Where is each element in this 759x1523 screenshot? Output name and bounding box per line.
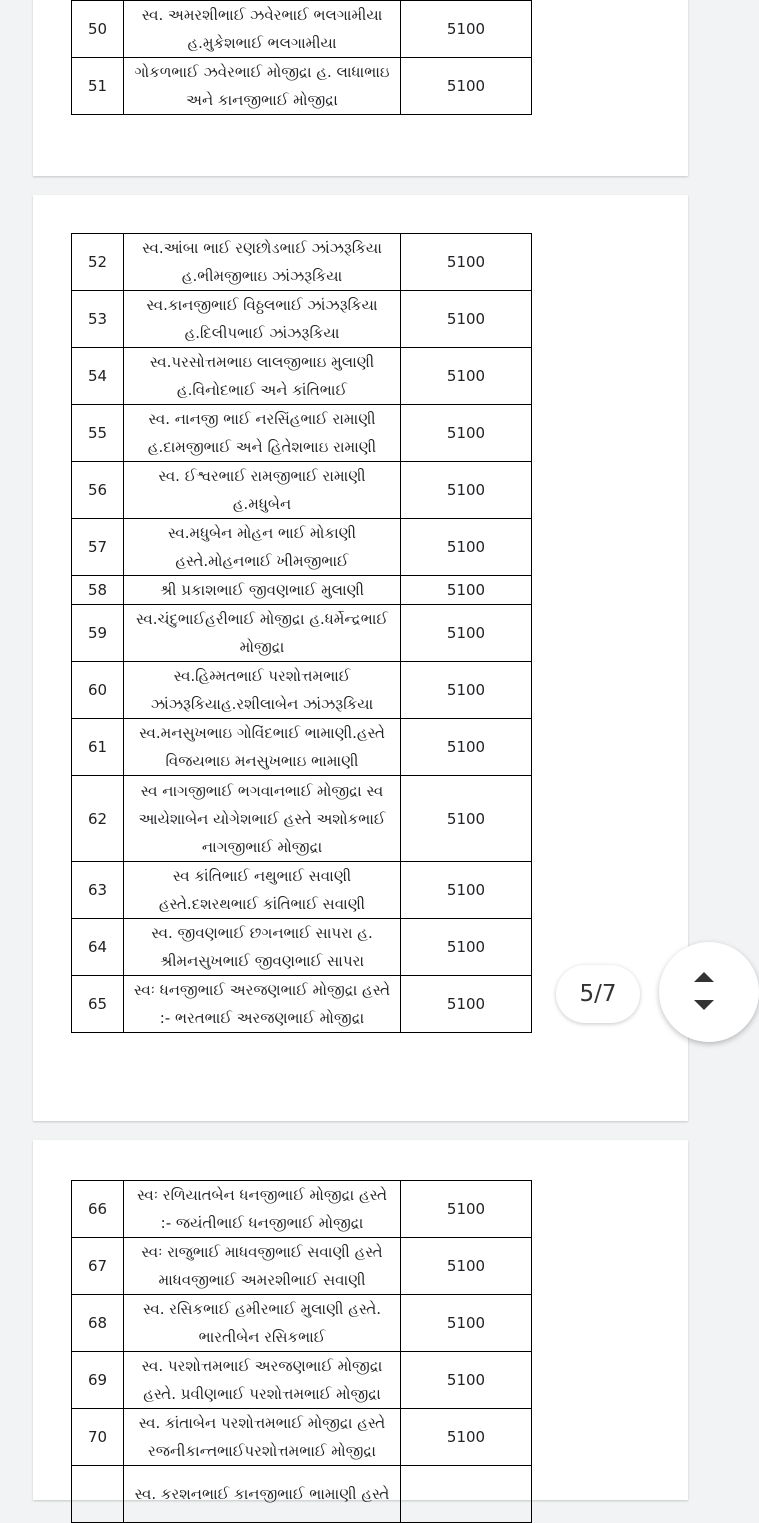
serial-number-text: 58 xyxy=(87,581,108,599)
donor-name-text: સ્વ.પરસોત્તમભાઇ લાલજીભાઇ મુલાણી હ.વિનોદભાઈ અને કાંતિભાઈ xyxy=(149,353,375,399)
donor-name-cell xyxy=(124,1181,401,1238)
serial-number-text: 70 xyxy=(87,1428,108,1446)
donor-name-text: સ્વ નાગજીભાઈ ભગવાનભાઈ મોજીદ્રા સ્વ આયેશાબેન યોગેશભાઈ હસ્તે અશોકભાઈ નાગજીભાઈ મોજીદ્રા xyxy=(138,781,386,856)
serial-number-cell xyxy=(72,862,124,919)
donation-amount-cell xyxy=(401,1238,532,1295)
donation-amount-cell xyxy=(401,1181,532,1238)
donation-amount-cell xyxy=(401,1352,532,1409)
donor-name-cell xyxy=(124,1295,401,1352)
serial-number-text: 64 xyxy=(87,938,108,956)
serial-number-cell xyxy=(72,1409,124,1466)
serial-number-text: 65 xyxy=(87,995,108,1013)
donor-name-text: સ્વ. જીવણભાઈ છગનભાઈ સાપરા હ. શ્રીમનસુખભાઈ જીવણભાઈ સાપરા xyxy=(151,924,373,970)
serial-number-text: 55 xyxy=(87,424,108,442)
donation-amount-text: 5100 xyxy=(446,995,486,1013)
donor-name-text: સ્વઃ ધનજીભાઈ અરજણભાઈ મોજીદ્રા હસ્તે :- ભરતભાઈ અરજણભાઈ મોજીદ્રા xyxy=(133,981,391,1027)
donation-amount-cell xyxy=(401,234,532,291)
fast-scroll-handle[interactable] xyxy=(659,942,759,1042)
donor-name-cell xyxy=(124,919,401,976)
serial-number-text: 62 xyxy=(87,809,108,828)
table-row xyxy=(72,405,532,462)
donor-name-cell xyxy=(124,291,401,348)
donor-name-text: સ્વ. કરશનભાઈ કાનજીભાઈ ભામાણી હસ્તે xyxy=(134,1485,390,1503)
donation-amount-cell xyxy=(401,405,532,462)
serial-number-cell xyxy=(72,1295,124,1352)
serial-number-cell xyxy=(72,234,124,291)
donor-name-text: સ્વ કાંતિભાઈ નથુભાઈ સવાણી હસ્તે.દશરથભાઈ કાંતિભાઈ સવાણી xyxy=(158,867,366,913)
donor-name-cell xyxy=(124,719,401,776)
donor-name-text: સ્વ. કાંતાબેન પરશોત્તમભાઈ મોજીદ્રા હસ્તે રજનીકાન્તભાઈપરશોત્તમભાઈ મોજીદ્રા xyxy=(138,1414,386,1460)
donation-amount-cell xyxy=(401,1,532,58)
table-row xyxy=(72,1466,532,1523)
donor-table-body xyxy=(72,234,532,1033)
pdf-page-6 xyxy=(33,1140,688,1503)
donor-name-cell xyxy=(124,462,401,519)
table-row xyxy=(72,462,532,519)
donor-table xyxy=(71,0,532,115)
donation-amount-cell xyxy=(401,776,532,862)
table-row xyxy=(72,662,532,719)
donor-name-cell xyxy=(124,1352,401,1409)
donation-amount-text: 5100 xyxy=(446,310,486,328)
donor-name-cell xyxy=(124,519,401,576)
serial-number-text: 57 xyxy=(87,538,108,556)
serial-number-cell xyxy=(72,519,124,576)
donor-name-text: શ્રી પ્રકાશભાઈ જીવણભાઈ મુલાણી xyxy=(159,581,365,599)
donor-name-text: સ્વ.મનસુખભાઇ ગોવિંદભાઈ ભામાણી.હસ્તે વિજયભાઇ મનસુખભાઇ ભામાણી xyxy=(139,724,385,770)
serial-number-cell xyxy=(72,919,124,976)
donation-amount-cell xyxy=(401,662,532,719)
donor-name-text: સ્વ.કાનજીભાઈ વિઠ્ઠલભાઈ ઝાંઝરૂકિયા હ.દિલીપભાઈ ઝાંઝરૂકિયા xyxy=(146,296,378,342)
donor-name-text: સ્વ.ચંદુભાઈહરીભાઈ મોજીદ્રા હ.ધર્મેન્દ્રભાઈ મોજીદ્રા xyxy=(135,610,388,656)
page-indicator-label: 5/7 xyxy=(579,981,617,1007)
donor-name-cell xyxy=(124,1409,401,1466)
up-down-arrows-icon xyxy=(691,968,717,1014)
serial-number-text: 53 xyxy=(87,310,108,328)
serial-number-cell xyxy=(72,1181,124,1238)
pdf-page-4 xyxy=(33,0,688,176)
donation-amount-text: 5100 xyxy=(446,681,486,699)
donor-name-cell xyxy=(124,662,401,719)
donation-amount-text: 5100 xyxy=(446,253,486,271)
serial-number-cell xyxy=(72,776,124,862)
donor-name-cell xyxy=(124,1,401,58)
donor-name-cell xyxy=(124,405,401,462)
donor-name-cell xyxy=(124,348,401,405)
serial-number-cell xyxy=(72,719,124,776)
donor-name-text: સ્વઃ રાજુભાઈ માધવજીભાઈ સવાણી હસ્તે માધવજીભાઈ અમરશીભાઈ સવાણી xyxy=(141,1243,383,1289)
donation-amount-cell xyxy=(401,1295,532,1352)
serial-number-text: 51 xyxy=(87,77,108,95)
table-row xyxy=(72,1409,532,1466)
donor-name-cell xyxy=(124,576,401,605)
serial-number-text: 60 xyxy=(87,681,108,699)
table-row xyxy=(72,1352,532,1409)
serial-number-text: 50 xyxy=(87,20,108,38)
donation-amount-text: 5100 xyxy=(446,424,486,442)
serial-number-cell xyxy=(72,1,124,58)
donor-name-text: સ્વ.હિમ્મતભાઈ પરશોત્તમભાઈ ઝાંઝરૂકિયાહ.રશીલાબેન ઝાંઝરૂકિયા xyxy=(150,667,374,713)
donor-name-cell xyxy=(124,776,401,862)
donor-name-text: સ્વ. રસિકભાઈ હમીરભાઈ મુલાણી હસ્તે. ભારતીબેન રસિકભાઈ xyxy=(142,1300,382,1346)
serial-number-cell xyxy=(72,58,124,115)
serial-number-cell xyxy=(72,576,124,605)
table-row xyxy=(72,576,532,605)
table-row xyxy=(72,1238,532,1295)
donation-amount-text: 5100 xyxy=(446,581,486,599)
donor-name-cell xyxy=(124,862,401,919)
donation-amount-text: 5100 xyxy=(446,881,486,899)
donation-amount-cell xyxy=(401,1409,532,1466)
serial-number-cell xyxy=(72,1466,124,1523)
donor-table-body xyxy=(72,1181,532,1523)
serial-number-cell xyxy=(72,405,124,462)
donation-amount-cell xyxy=(401,576,532,605)
donor-name-text: સ્વ. ઈશ્વરભાઈ રામજીભાઈ રામાણી હ.મધુબેન xyxy=(158,467,366,513)
donation-amount-text: 5100 xyxy=(446,1371,486,1389)
donor-name-text: ગોકળભાઈ ઝવેરભાઈ મોજીદ્રા હ. લાધાભાઇ અને કાનજીભાઈ મોજીદ્રા xyxy=(134,63,390,109)
donation-amount-cell xyxy=(401,719,532,776)
donor-name-text: સ્વ. નાનજી ભાઈ નરસિંહભાઈ રામાણી હ.દામજીભાઈ અને હિતેશભાઇ રામાણી xyxy=(147,410,377,456)
table-row xyxy=(72,1295,532,1352)
donor-name-cell xyxy=(124,976,401,1033)
table-row xyxy=(72,519,532,576)
donation-amount-text: 5100 xyxy=(446,481,486,499)
donation-amount-text: 5100 xyxy=(446,1314,486,1332)
table-row xyxy=(72,919,532,976)
serial-number-cell xyxy=(72,1352,124,1409)
donor-name-cell xyxy=(124,234,401,291)
donation-amount-cell xyxy=(401,519,532,576)
table-row xyxy=(72,234,532,291)
donation-amount-cell xyxy=(401,58,532,115)
serial-number-text: 67 xyxy=(87,1257,108,1275)
table-row xyxy=(72,1,532,58)
serial-number-cell xyxy=(72,348,124,405)
donor-table-body xyxy=(72,1,532,115)
donation-amount-text: 5100 xyxy=(446,738,486,756)
table-row xyxy=(72,1181,532,1238)
donor-name-text: સ્વ. પરશોત્તમભાઈ અરજણભાઈ મોજીદ્રા હસ્તે. પ્રવીણભાઈ પરશોત્તમભાઈ મોજીદ્રા xyxy=(141,1357,383,1403)
donor-name-cell xyxy=(124,1466,401,1523)
donation-amount-cell xyxy=(401,862,532,919)
donor-name-text: સ્વઃ રળિયાતબેન ધનજીભાઈ મોજીદ્રા હસ્તે :- જયંતીભાઈ ધનજીભાઈ મોજીદ્રા xyxy=(136,1186,388,1232)
serial-number-cell xyxy=(72,605,124,662)
serial-number-text: 54 xyxy=(87,367,108,385)
donor-name-text: સ્વ.આંબા ભાઈ રણછોડભાઈ ઝાંઝરૂકિયા હ.ભીમજીભાઇ ઝાંઝરૂકિયા xyxy=(142,239,382,285)
donation-amount-cell xyxy=(401,1466,532,1523)
donation-amount-text: 5100 xyxy=(446,1257,486,1275)
donation-amount-text: 5100 xyxy=(446,1200,486,1218)
donation-amount-text: 5100 xyxy=(446,809,486,828)
serial-number-text: 68 xyxy=(87,1314,108,1332)
table-row xyxy=(72,719,532,776)
serial-number-cell xyxy=(72,462,124,519)
table-row xyxy=(72,58,532,115)
serial-number-text: 61 xyxy=(87,738,108,756)
donation-amount-cell xyxy=(401,462,532,519)
donation-amount-cell xyxy=(401,291,532,348)
table-row xyxy=(72,776,532,862)
donor-name-cell xyxy=(124,58,401,115)
donation-amount-cell xyxy=(401,605,532,662)
serial-number-cell xyxy=(72,662,124,719)
donation-amount-text: 5100 xyxy=(446,77,486,95)
serial-number-cell xyxy=(72,976,124,1033)
donation-amount-text: 5100 xyxy=(446,938,486,956)
donor-name-cell xyxy=(124,1238,401,1295)
table-row xyxy=(72,862,532,919)
serial-number-text: 63 xyxy=(87,881,108,899)
serial-number-text: 52 xyxy=(87,253,108,271)
donor-table xyxy=(71,233,532,1033)
donation-amount-cell xyxy=(401,976,532,1033)
donor-table xyxy=(71,1180,532,1523)
donation-amount-text: 5100 xyxy=(446,367,486,385)
serial-number-text: 69 xyxy=(87,1371,108,1389)
donor-name-text: સ્વ. અમરશીભાઈ ઝવેરભાઈ ભલગામીયા હ.મુકેશભાઈ ભલગામીયા xyxy=(141,6,383,52)
donation-amount-text: 5100 xyxy=(446,538,486,556)
donation-amount-cell xyxy=(401,919,532,976)
table-row xyxy=(72,976,532,1033)
donation-amount-text: 5100 xyxy=(446,1428,486,1446)
page-indicator xyxy=(556,965,640,1023)
table-row xyxy=(72,348,532,405)
table-row xyxy=(72,291,532,348)
donation-amount-cell xyxy=(401,348,532,405)
donation-amount-text: 5100 xyxy=(446,624,486,642)
donor-name-text: સ્વ.મધુબેન મોહન ભાઈ મોકાણી હસ્તે.મોહનભાઈ ખીમજીભાઈ xyxy=(167,524,357,570)
table-row xyxy=(72,605,532,662)
serial-number-text: 59 xyxy=(87,624,108,642)
serial-number-cell xyxy=(72,291,124,348)
donation-amount-text: 5100 xyxy=(446,20,486,38)
serial-number-cell xyxy=(72,1238,124,1295)
serial-number-text: 56 xyxy=(87,481,108,499)
serial-number-text: 66 xyxy=(87,1200,108,1218)
donor-name-cell xyxy=(124,605,401,662)
